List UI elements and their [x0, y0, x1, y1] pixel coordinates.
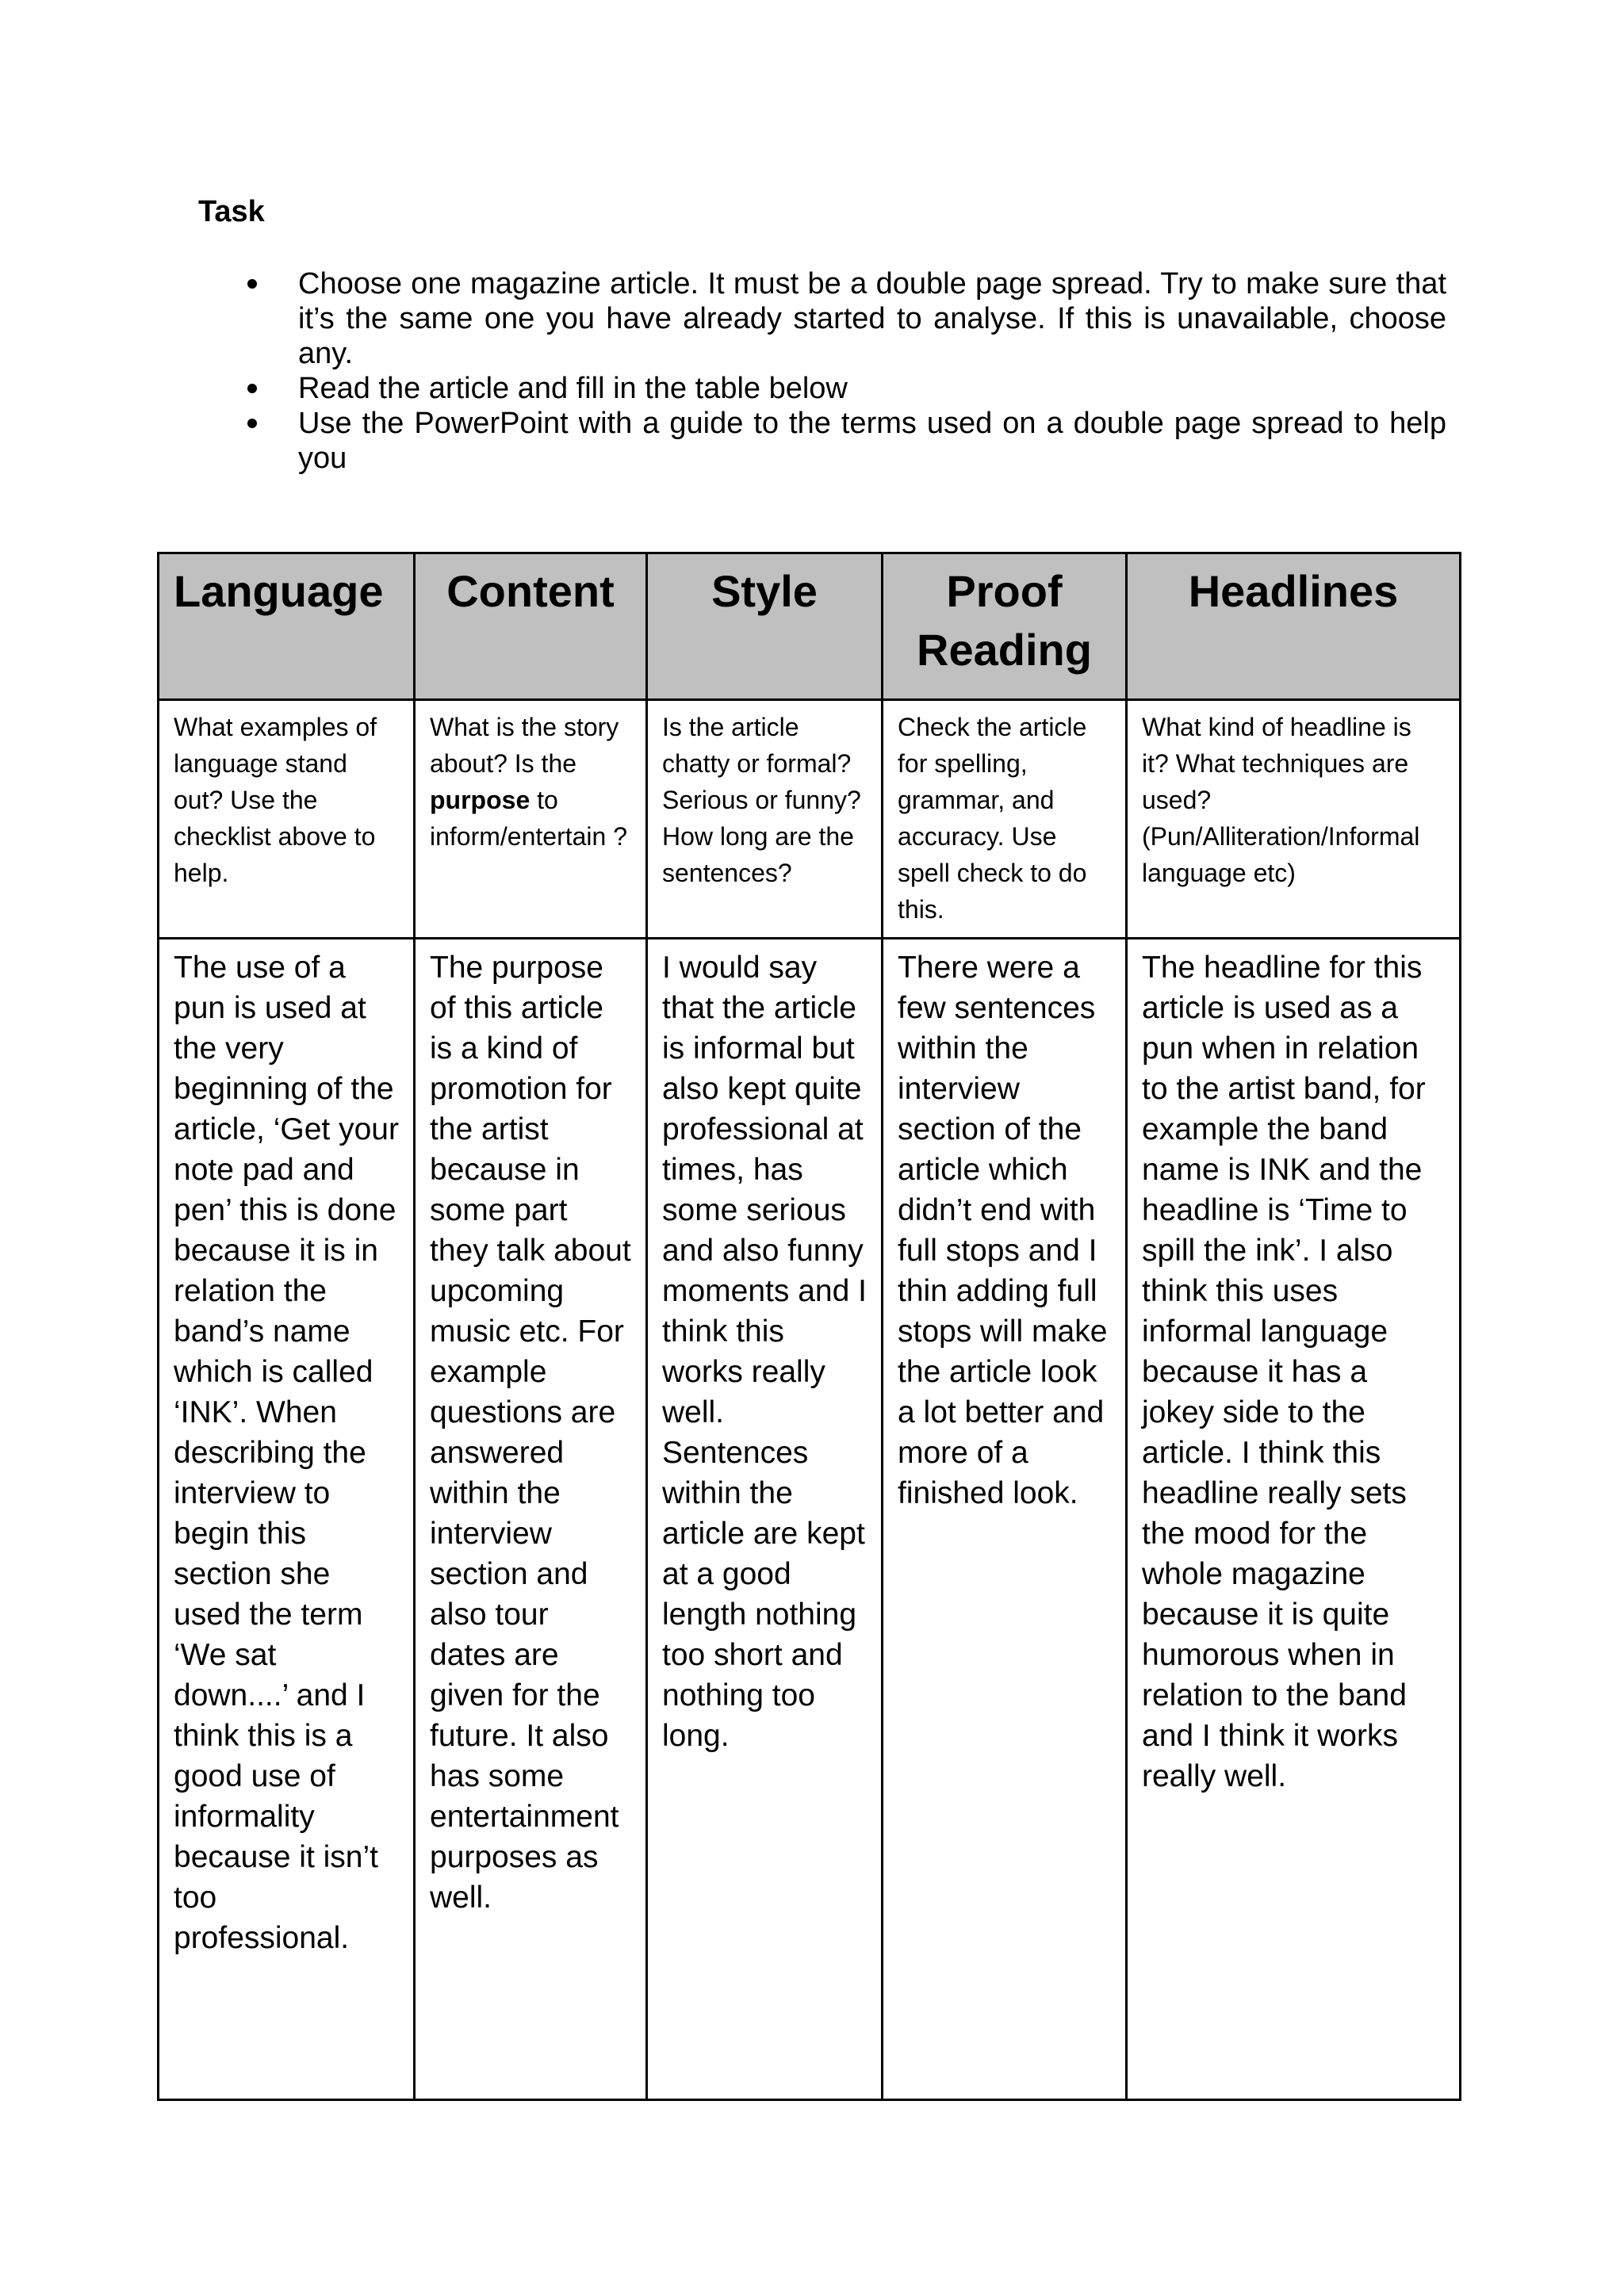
task-heading: Task [198, 195, 265, 228]
header-content: Content [415, 553, 647, 700]
prompt-content-text: What is the story about? Is the [430, 713, 619, 778]
instruction-text: Read the article and fill in the table below [298, 372, 848, 405]
prompt-style: Is the article chatty or formal? Serious or funny? How long are the sentences? [647, 700, 883, 939]
instruction-item [238, 406, 1446, 476]
prompt-content [415, 700, 647, 939]
header-proof-reading: Proof Reading [883, 553, 1127, 700]
answer-content: The purpose of this article is a kind of promotion for the artist because in some part they talk about upcoming music etc. For example questions are answered within the interview section and also tour dates are given for the future. It also has some entertainment purposes as well. [415, 939, 647, 2100]
instruction-item [238, 266, 1446, 371]
task-instructions-list [238, 266, 1446, 476]
answer-headlines: The headline for this article is used as a pun when in relation to the artist band, for example the band name is INK and the headline is ‘Time to spill the ink’. I also think this uses informal language because it has a jokey side to the article. I think this headline really sets the mood for the whole magazine because it is quite humorous when in relation to the band and I think it works really well. [1127, 939, 1461, 2100]
analysis-table [157, 552, 1461, 2101]
instruction-item [238, 371, 1446, 406]
answer-proof-reading: There were a few sentences within the interview section of the article which didn’t end with full stops and I thin adding full stops will make the article look a lot better and more of a finished look. [883, 939, 1127, 2100]
answer-style: I would say that the article is informal but also kept quite professional at times, has some serious and also funny moments and I think this works really well. Sentences within the article are kept at a good length nothing too short and nothing too long. [647, 939, 883, 2100]
prompt-proof-reading: Check the article for spelling, grammar, and accuracy. Use spell check to do this. [883, 700, 1127, 939]
prompt-content-text-end: to inform/entertain ? [430, 786, 628, 851]
bullet-icon [247, 419, 257, 428]
bullet-icon [247, 279, 257, 289]
prompt-language: What examples of language stand out? Use the checklist above to help. [159, 700, 415, 939]
table-answer-row [159, 939, 1461, 2100]
prompt-headlines: What kind of headline is it? What techniques are used? (Pun/Alliteration/Informal language etc) [1127, 700, 1461, 939]
instruction-text: Use the PowerPoint with a guide to the terms used on a double page spread to help you [298, 407, 1446, 475]
instruction-text: Choose one magazine article. It must be a double page spread. Try to make sure that it’s the same one you have already started to analyse. If this is unavailable, choose any. [298, 267, 1446, 370]
bullet-icon [247, 384, 257, 393]
header-language: Language [159, 553, 415, 700]
answer-language: The use of a pun is used at the very beginning of the article, ‘Get your note pad and pen’ this is done because it is in relation the band’s name which is called ‘INK’. When describing the interview to begin this section she used the term ‘We sat down....’ and I think this is a good use of informality because it isn’t too professional. [159, 939, 415, 2100]
prompt-content-bold: purpose [430, 786, 530, 814]
table-prompt-row [159, 700, 1461, 939]
header-style: Style [647, 553, 883, 700]
header-headlines: Headlines [1127, 553, 1461, 700]
table-header-row [159, 553, 1461, 700]
